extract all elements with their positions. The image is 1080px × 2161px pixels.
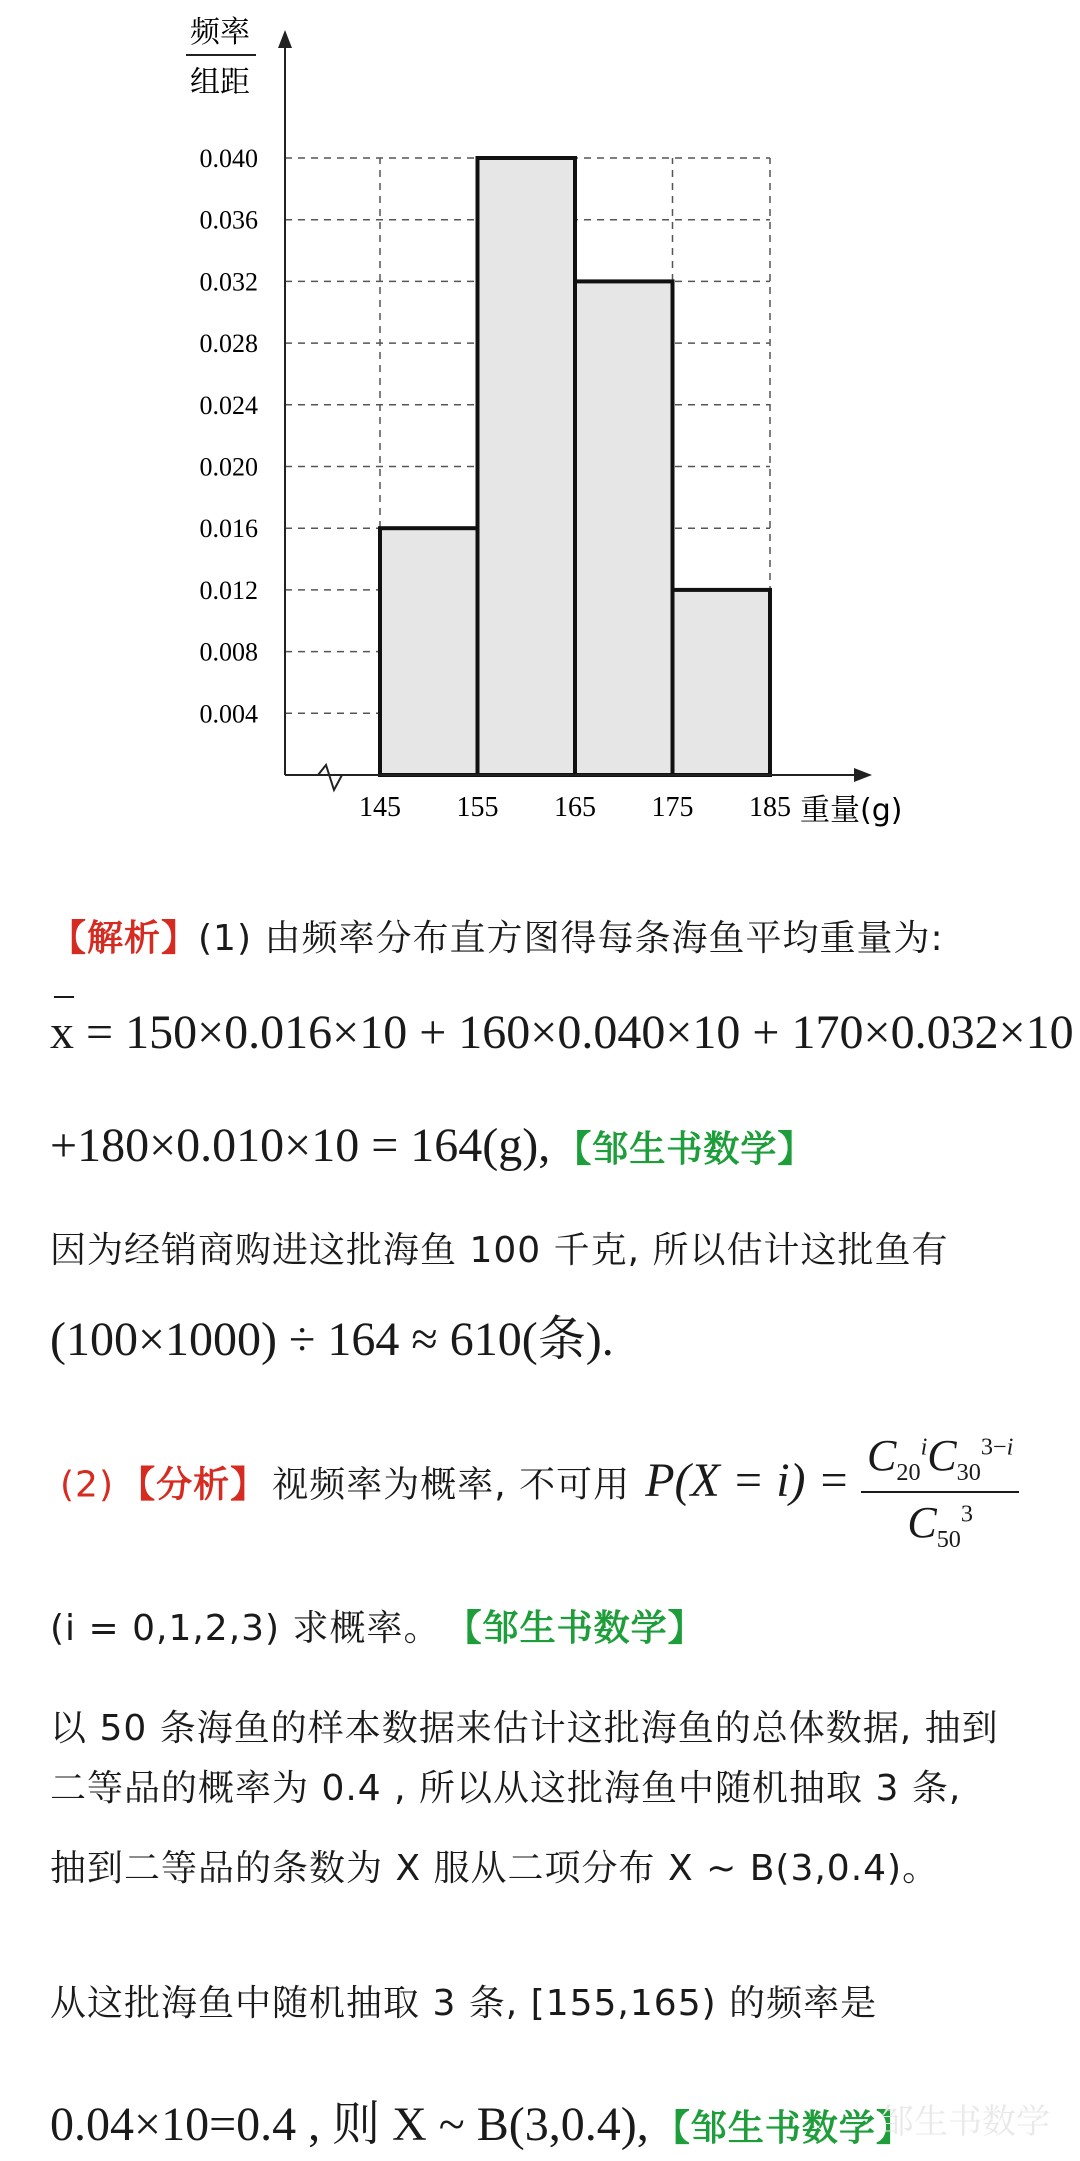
y-tick-label: 0.020 [199,452,258,482]
y-tick-label: 0.032 [199,267,258,297]
sample-estimate-text: 以 50 条海鱼的样本数据来估计这批海鱼的总体数据, 抽到 [50,1708,999,1749]
histogram-bar [673,590,771,775]
x-tick-label: 165 [554,792,596,823]
y-tick-label: 0.040 [199,144,258,173]
fish-count-equation: (100×1000) ÷ 164 ≈ 610(条). [50,1313,614,1366]
xbar-overline [54,996,74,998]
y-axis-arrow [278,30,292,48]
fish-count-text: 因为经销商购进这批海鱼 100 千克, 所以估计这批鱼有 [50,1230,949,1271]
x-tick-label: 185 [749,792,791,823]
conclusion-line [50,2085,913,2154]
x-tick-labels [359,792,791,823]
brand-tag-3: 【邹生书数学】 [653,2108,913,2149]
fenxi-tag: 【分析】 [119,1464,268,1506]
y-tick-label: 0.028 [199,329,258,359]
y-tick-label: 0.012 [199,575,258,605]
probability-lhs: P(X = i) = [645,1454,850,1508]
y-tick-label: 0.024 [199,390,258,420]
y-label-bottom: 组距 [190,65,250,100]
brand-tag-2: 【邹生书数学】 [445,1608,705,1649]
histogram-bar [575,281,673,775]
solution-part1-intro [50,910,944,961]
second-grade-probability-text: 二等品的概率为 0.4 , 所以从这批海鱼中随机抽取 3 条, [50,1768,962,1809]
watermark: 邹生书数学 [880,2102,1050,2142]
fraction-numerator: $C_{20}^iC_{30}^{3-i}$ [861,1430,1019,1493]
x-axis-arrow [854,768,872,782]
y-tick-label: 0.008 [199,637,258,667]
histogram-bar [380,528,478,775]
conclusion-equation: 0.04×10=0.4 , 则 X ~ B(3,0.4), [50,2098,649,2151]
index-range-line [50,1600,705,1651]
y-tick-label: 0.016 [199,514,258,544]
y-tick-labels [200,144,259,728]
combination-fraction [861,1430,1019,1554]
histogram-bars [380,158,770,775]
axis-break [318,765,342,790]
y-label-top: 频率 [190,15,250,50]
fraction-denominator: $C_{50}^3$ [907,1497,973,1553]
mean-equation-line2-text: +180×0.010×10 = 164(g), [50,1119,551,1172]
y-tick-label: 0.004 [199,699,258,729]
binomial-distribution-text: 抽到二等品的条数为 X 服从二项分布 X ~ B(3,0.4)。 [50,1848,940,1889]
x-tick-label: 145 [359,792,401,823]
histogram-bar [478,158,576,775]
part2-text: 视频率为概率, 不可用 [272,1464,631,1506]
x-tick-label: 155 [456,792,499,823]
jiexi-tag: 【解析】 [50,918,199,959]
interval-frequency-text: 从这批海鱼中随机抽取 3 条, [155,165) 的频率是 [50,1983,878,2024]
index-range-text: (i = 0,1,2,3) 求概率。 [50,1608,441,1649]
x-axis-label: 重量(g) [800,793,903,828]
part2-number: (2) [60,1464,114,1506]
brand-tag-1: 【邹生书数学】 [555,1129,815,1170]
mean-equation-line2 [50,1118,814,1173]
mean-equation-line1: x = 150×0.016×10 + 160×0.040×10 + 170×0.032×10 [50,1006,1074,1059]
part1-intro-text: (1) 由频率分布直方图得每条海鱼平均重量为: [198,918,944,959]
frequency-histogram [0,0,1080,850]
y-tick-label: 0.036 [199,205,258,235]
x-tick-label: 175 [651,792,694,823]
part2-analysis-line [60,1430,1019,1554]
